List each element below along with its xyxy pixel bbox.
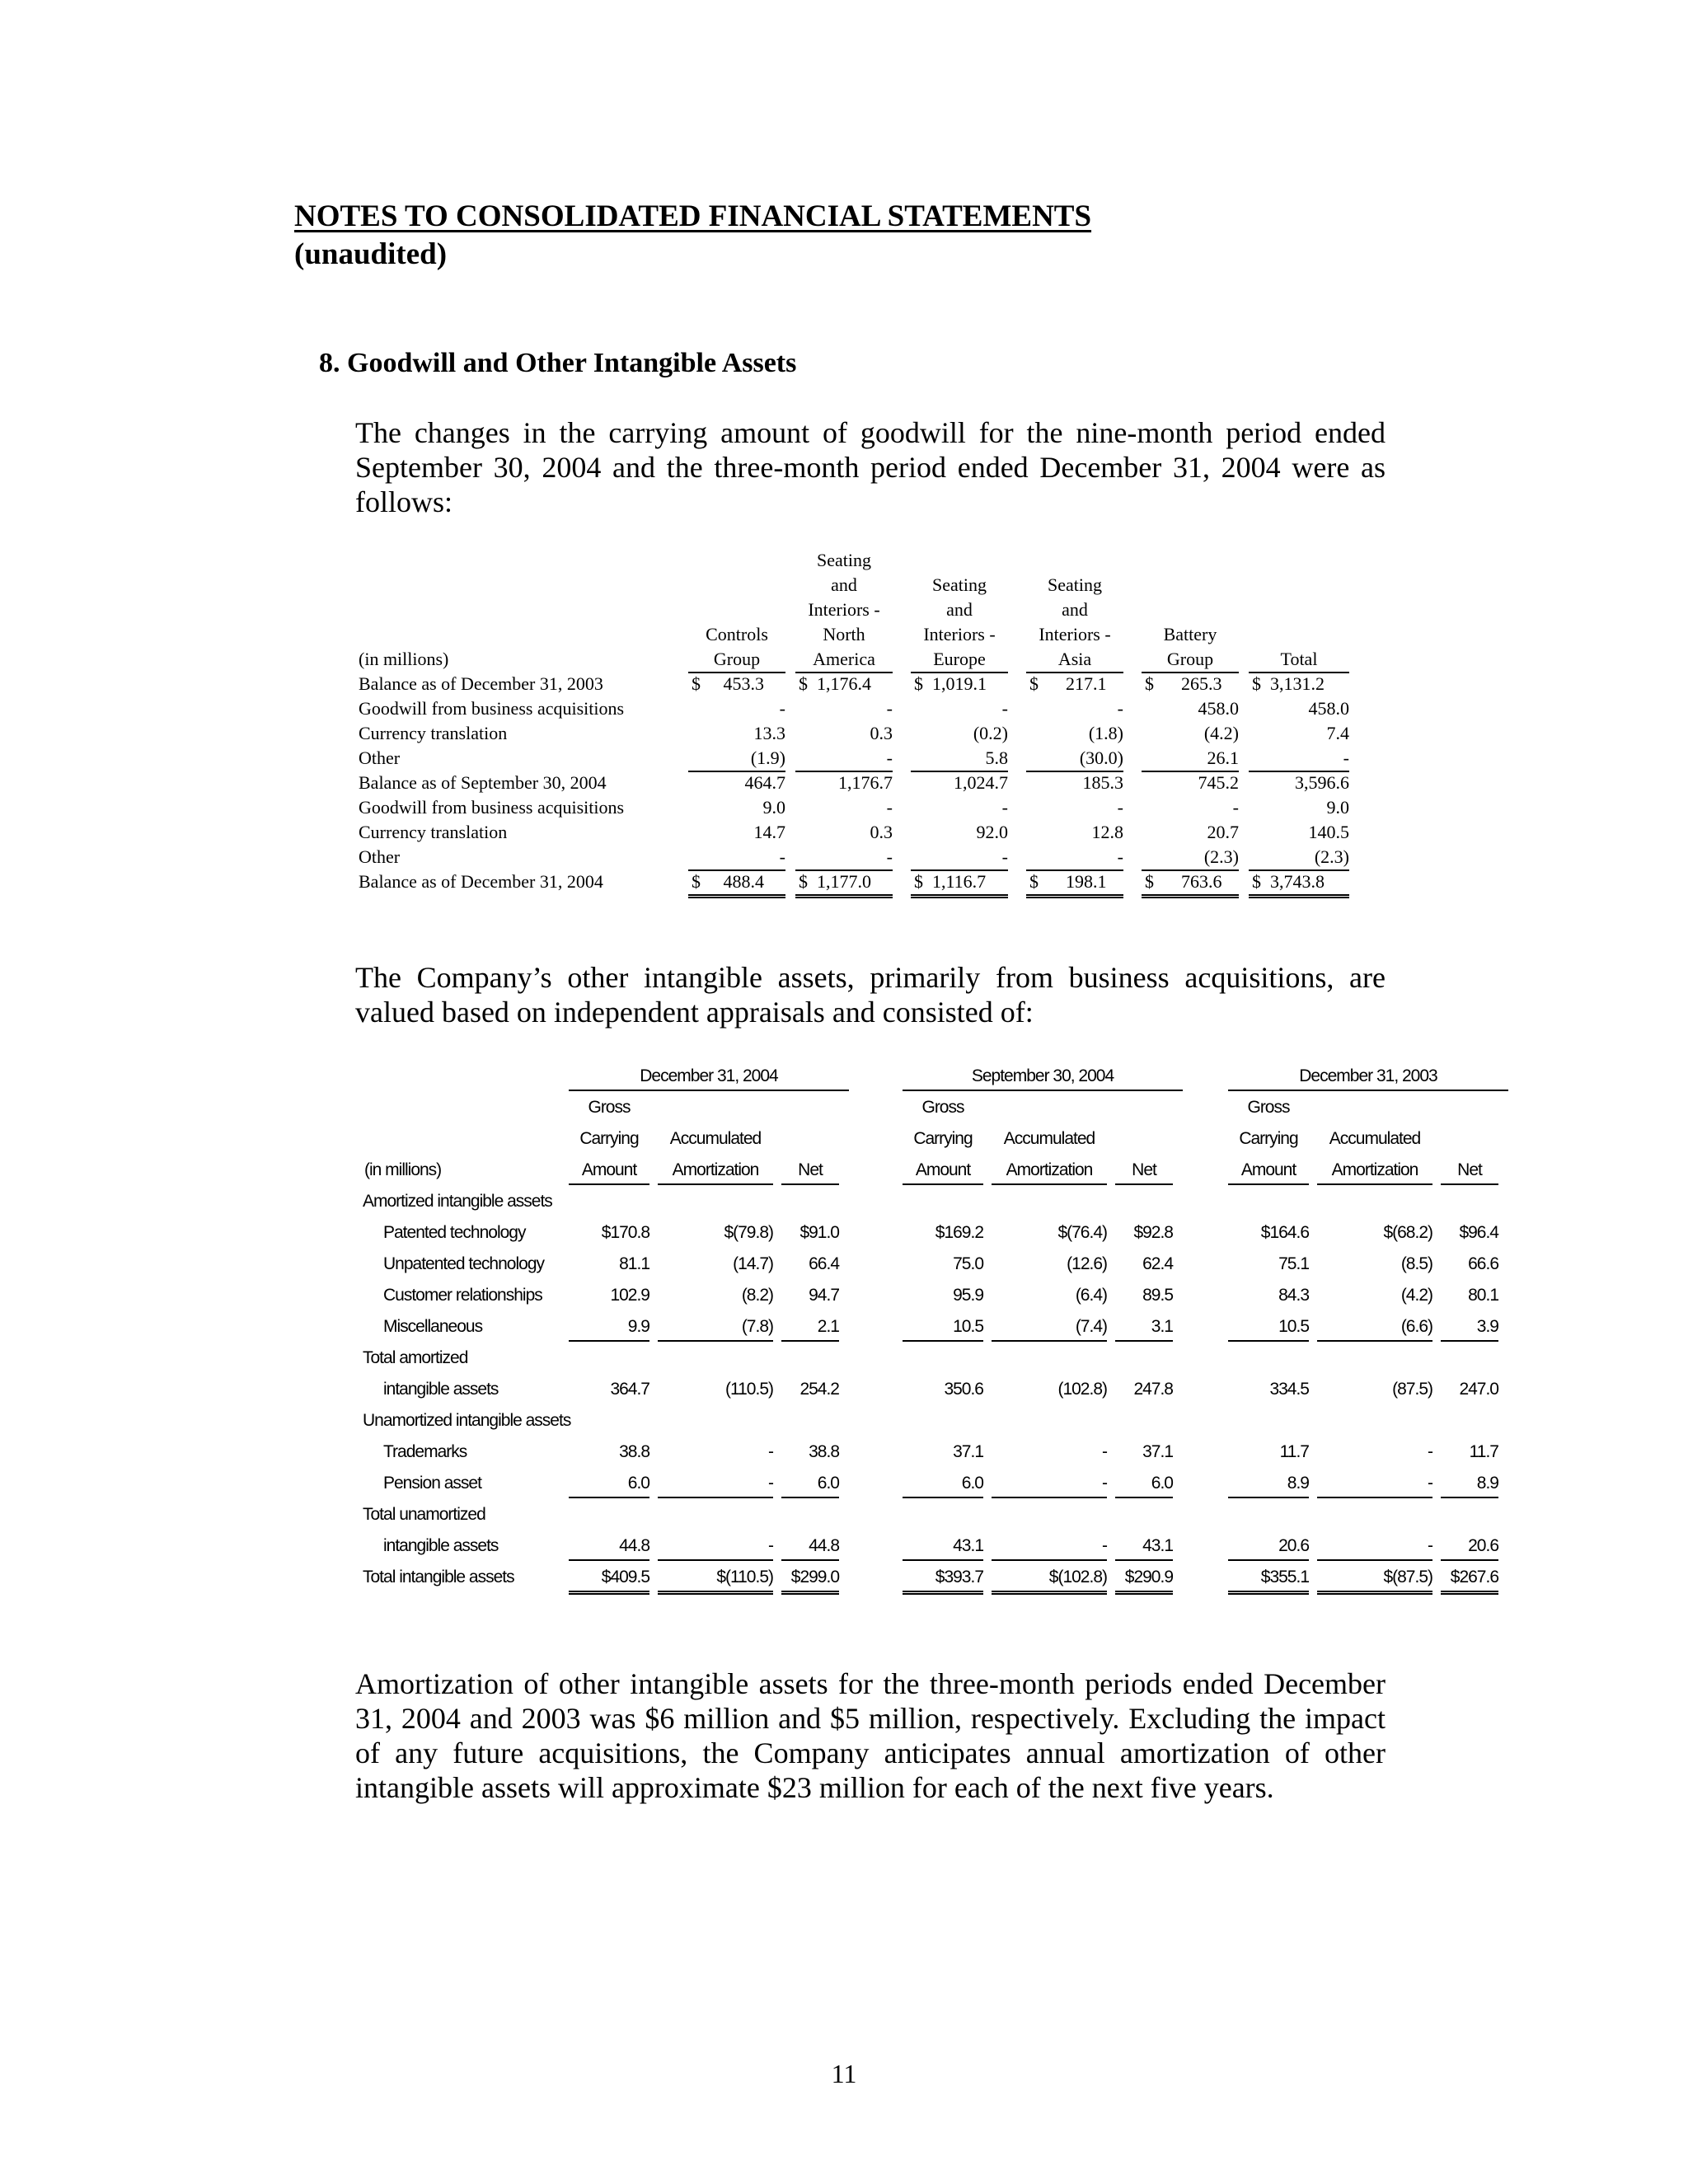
goodwill-cell: (2.3): [1249, 845, 1349, 871]
intangibles-cell: (14.7): [733, 1254, 773, 1273]
intangibles-cell: 6.0: [1115, 1470, 1173, 1498]
intangibles-cell: 9.9: [569, 1314, 649, 1342]
intangibles-cell: -: [1317, 1470, 1432, 1498]
goodwill-col-header: Interiors -: [923, 624, 996, 644]
intangibles-row-label: intangible assets: [383, 1380, 499, 1399]
intangibles-cell: 37.1: [1142, 1442, 1173, 1461]
goodwill-col-header: Total: [1249, 647, 1349, 673]
goodwill-cell: 9.0: [762, 797, 785, 818]
intangibles-cell: 8.9: [1441, 1470, 1498, 1498]
intangibles-cell: $164.6: [1260, 1223, 1309, 1242]
column-subheader: Carrying: [913, 1129, 973, 1148]
goodwill-cell: 13.3: [753, 723, 785, 743]
goodwill-col-header: America: [795, 647, 893, 673]
intangibles-cell: -: [1428, 1442, 1432, 1461]
intangibles-cell: 84.3: [1278, 1286, 1309, 1305]
intangibles-cell: (12.6): [1067, 1254, 1107, 1273]
goodwill-cell: 9.0: [1326, 797, 1349, 818]
intangibles-cell: $299.0: [781, 1564, 839, 1595]
goodwill-col-header: Group: [688, 647, 785, 673]
intangibles-cell: 81.1: [619, 1254, 649, 1273]
goodwill-cell: (4.2): [1203, 723, 1239, 743]
period-header: September 30, 2004: [903, 1063, 1183, 1091]
intangibles-row-label: Total intangible assets: [363, 1568, 514, 1586]
goodwill-cell: 0.3: [870, 723, 893, 743]
intangibles-cell: -: [658, 1533, 773, 1561]
goodwill-intro-paragraph: The changes in the carrying amount of goodwill for the nine-month period ended September 30, 2004 and the three-month period ended December 31, 2004 were as follows:: [355, 416, 1386, 518]
goodwill-cell: $ 1,116.7: [911, 869, 1008, 898]
intangibles-cell: (7.4): [992, 1314, 1107, 1342]
goodwill-cell: (1.9): [688, 746, 785, 772]
goodwill-col-header: and: [831, 574, 857, 595]
goodwill-col-header: and: [1062, 599, 1088, 620]
intangibles-cell: 6.0: [781, 1470, 839, 1498]
goodwill-cell: -: [911, 845, 1008, 871]
intangibles-cell: $(79.8): [724, 1223, 773, 1242]
column-subheader: Gross: [1247, 1098, 1290, 1117]
intangibles-cell: 11.7: [1469, 1442, 1498, 1461]
goodwill-row-label: Balance as of September 30, 2004: [359, 772, 607, 793]
goodwill-cell: $ 265.3: [1145, 673, 1222, 694]
column-subheader: Amortization: [992, 1157, 1107, 1185]
goodwill-cell: -: [795, 746, 893, 772]
intangibles-cell: $(68.2): [1383, 1223, 1432, 1242]
goodwill-cell: 458.0: [1308, 698, 1349, 719]
intangibles-cell: (6.4): [1075, 1286, 1107, 1305]
goodwill-cell: -: [795, 845, 893, 871]
intangibles-cell: -: [658, 1470, 773, 1498]
intangibles-cell: $355.1: [1228, 1564, 1309, 1595]
goodwill-cell: $ 198.1: [1026, 869, 1123, 898]
intangibles-cell: 44.8: [569, 1533, 649, 1561]
intangibles-cell: 2.1: [781, 1314, 839, 1342]
intangibles-row-label: Customer relationships: [383, 1286, 542, 1305]
goodwill-cell: $ 453.3: [692, 673, 764, 694]
intangibles-cell: 44.8: [781, 1533, 839, 1561]
column-subheader: Amortization: [1317, 1157, 1432, 1185]
intangibles-row-label: intangible assets: [383, 1536, 499, 1555]
intangibles-cell: 8.9: [1228, 1470, 1309, 1498]
goodwill-cell: -: [688, 845, 785, 871]
goodwill-col-header: Seating: [817, 550, 871, 570]
goodwill-cell: (30.0): [1026, 746, 1123, 772]
column-subheader: Accumulated: [669, 1129, 762, 1148]
period-header: December 31, 2003: [1228, 1063, 1508, 1091]
goodwill-row-label: Currency translation: [359, 723, 508, 743]
goodwill-cell: 458.0: [1198, 698, 1239, 719]
goodwill-cell: 3,596.6: [1295, 772, 1349, 793]
intangibles-cell: $170.8: [601, 1223, 649, 1242]
intangibles-cell: (7.8): [658, 1314, 773, 1342]
goodwill-cell: 745.2: [1198, 772, 1239, 793]
intangibles-cell: (6.6): [1317, 1314, 1432, 1342]
intangibles-cell: 6.0: [569, 1470, 649, 1498]
goodwill-cell: 20.7: [1207, 822, 1239, 842]
intangibles-cell: -: [992, 1533, 1107, 1561]
column-subheader: Amount: [903, 1157, 983, 1185]
intangibles-cell: 62.4: [1142, 1254, 1173, 1273]
intangibles-cell: 20.6: [1441, 1533, 1498, 1561]
goodwill-unit-label: (in millions): [359, 649, 449, 669]
intangibles-unit-label: (in millions): [364, 1160, 442, 1179]
period-header: December 31, 2004: [569, 1063, 849, 1091]
intangibles-cell: $(110.5): [658, 1564, 773, 1595]
header-title: NOTES TO CONSOLIDATED FINANCIAL STATEMENTS: [294, 199, 1092, 233]
intangibles-cell: 11.7: [1279, 1442, 1309, 1461]
goodwill-cell: $ 488.4: [688, 869, 785, 898]
goodwill-cell: 1,176.7: [838, 772, 893, 793]
goodwill-cell: (0.2): [973, 723, 1008, 743]
intangibles-cell: 38.8: [809, 1442, 839, 1461]
intangibles-row-label: Total unamortized: [363, 1505, 485, 1524]
intangibles-row-label: Unpatented technology: [383, 1254, 544, 1273]
intangibles-cell: 37.1: [953, 1442, 983, 1461]
intangibles-cell: -: [1317, 1533, 1432, 1561]
goodwill-col-header: Europe: [911, 647, 1008, 673]
intangibles-cell: 3.9: [1441, 1314, 1498, 1342]
section-title: 8. Goodwill and Other Intangible Assets: [319, 348, 797, 378]
goodwill-row-label: Balance as of December 31, 2004: [359, 871, 603, 892]
goodwill-cell: -: [886, 698, 893, 719]
goodwill-cell: -: [1001, 698, 1008, 719]
intangibles-cell: 350.6: [944, 1380, 983, 1399]
goodwill-col-header: Seating: [1048, 574, 1102, 595]
goodwill-cell: $ 1,019.1: [914, 673, 987, 694]
intangibles-cell: 43.1: [903, 1533, 983, 1561]
goodwill-cell: 12.8: [1091, 822, 1123, 842]
goodwill-col-header: Interiors -: [1039, 624, 1111, 644]
goodwill-row-label: Currency translation: [359, 822, 508, 842]
intangibles-cell: 80.1: [1468, 1286, 1498, 1305]
goodwill-col-header: and: [946, 599, 973, 620]
intangibles-cell: 95.9: [953, 1286, 983, 1305]
intangibles-cell: 364.7: [610, 1380, 649, 1399]
intangibles-cell: -: [768, 1442, 773, 1461]
intangibles-cell: (102.8): [1057, 1380, 1107, 1399]
column-subheader: Accumulated: [1329, 1129, 1421, 1148]
goodwill-cell: $ 3,743.8: [1249, 869, 1349, 898]
goodwill-col-header: North: [823, 624, 865, 644]
intangibles-intro-paragraph: The Company’s other intangible assets, primarily from business acquisitions, are valued based on independent appraisals and consisted of:: [355, 961, 1386, 1029]
intangibles-row-label: Unamortized intangible assets: [363, 1411, 571, 1430]
goodwill-row-label: Other: [359, 846, 401, 867]
intangibles-cell: 254.2: [799, 1380, 839, 1399]
goodwill-cell: 7.4: [1326, 723, 1349, 743]
goodwill-cell: 140.5: [1308, 822, 1349, 842]
goodwill-cell: $ 217.1: [1029, 673, 1107, 694]
goodwill-cell: $ 1,177.0: [795, 869, 893, 898]
intangibles-cell: 6.0: [903, 1470, 983, 1498]
intangibles-row-label: Pension asset: [383, 1474, 481, 1493]
intangibles-cell: $169.2: [935, 1223, 983, 1242]
intangibles-cell: $92.8: [1133, 1223, 1173, 1242]
goodwill-col-header: Battery: [1163, 624, 1217, 644]
intangibles-cell: (8.2): [741, 1286, 773, 1305]
column-subheader: Net: [781, 1157, 839, 1185]
intangibles-cell: (8.5): [1400, 1254, 1432, 1273]
intangibles-cell: 10.5: [903, 1314, 983, 1342]
goodwill-cell: -: [779, 698, 785, 719]
goodwill-cell: -: [1117, 797, 1123, 818]
intangibles-cell: $267.6: [1441, 1564, 1498, 1595]
intangibles-cell: 94.7: [809, 1286, 839, 1305]
header-subtitle: (unaudited): [294, 237, 448, 271]
intangibles-cell: $(87.5): [1317, 1564, 1432, 1595]
goodwill-col-header: Asia: [1026, 647, 1123, 673]
intangibles-cell: (110.5): [725, 1380, 773, 1399]
goodwill-cell: -: [1232, 797, 1239, 818]
goodwill-col-header: Interiors -: [808, 599, 880, 620]
goodwill-row-label: Other: [359, 748, 401, 768]
intangibles-row-label: Trademarks: [383, 1442, 467, 1461]
goodwill-cell: $ 1,176.4: [799, 673, 871, 694]
goodwill-cell: 464.7: [744, 772, 785, 793]
intangibles-cell: 75.0: [953, 1254, 983, 1273]
intangibles-cell: 66.6: [1468, 1254, 1498, 1273]
intangibles-cell: 247.8: [1133, 1380, 1173, 1399]
goodwill-col-header: Controls: [706, 624, 768, 644]
intangibles-row-label: Total amortized: [363, 1348, 468, 1367]
goodwill-cell: 14.7: [753, 822, 785, 842]
intangibles-cell: $409.5: [569, 1564, 649, 1595]
column-subheader: Net: [1115, 1157, 1173, 1185]
column-subheader: Carrying: [579, 1129, 639, 1148]
column-subheader: Amount: [1228, 1157, 1309, 1185]
intangibles-cell: (87.5): [1392, 1380, 1432, 1399]
intangibles-cell: 10.5: [1228, 1314, 1309, 1342]
intangibles-cell: 66.4: [809, 1254, 839, 1273]
amortization-paragraph: Amortization of other intangible assets for the three-month periods ended December 31, 2004 and 2003 was $6 million and $5 million, respectively. Excluding the impact of any future acquisitions, the Company anticipates annual amortization of other intangible assets will approximate $23 million for each of the next five years.: [355, 1667, 1386, 1804]
intangibles-cell: 38.8: [619, 1442, 649, 1461]
goodwill-row-label: Goodwill from business acquisitions: [359, 698, 625, 719]
goodwill-col-header: Group: [1142, 647, 1239, 673]
intangibles-cell: $290.9: [1115, 1564, 1173, 1595]
page-header: [294, 198, 1091, 274]
intangibles-cell: (4.2): [1400, 1286, 1432, 1305]
intangibles-cell: $91.0: [799, 1223, 839, 1242]
intangibles-row-label: Amortized intangible assets: [363, 1192, 552, 1211]
goodwill-cell: 26.1: [1142, 746, 1239, 772]
intangibles-cell: 334.5: [1269, 1380, 1309, 1399]
column-subheader: Amount: [569, 1157, 649, 1185]
intangibles-cell: 3.1: [1115, 1314, 1173, 1342]
intangibles-cell: 102.9: [610, 1286, 649, 1305]
goodwill-cell: -: [1001, 797, 1008, 818]
column-subheader: Accumulated: [1003, 1129, 1095, 1148]
goodwill-row-label: Goodwill from business acquisitions: [359, 797, 625, 818]
goodwill-cell: 5.8: [911, 746, 1008, 772]
goodwill-cell: (2.3): [1142, 845, 1239, 871]
intangibles-cell: 20.6: [1228, 1533, 1309, 1561]
goodwill-cell: -: [1249, 746, 1349, 772]
column-subheader: Gross: [588, 1098, 631, 1117]
intangibles-cell: 43.1: [1115, 1533, 1173, 1561]
intangibles-cell: $96.4: [1459, 1223, 1498, 1242]
intangibles-row-label: Miscellaneous: [383, 1317, 483, 1336]
column-subheader: Net: [1441, 1157, 1498, 1185]
goodwill-cell: (1.8): [1088, 723, 1123, 743]
intangibles-cell: 75.1: [1278, 1254, 1309, 1273]
goodwill-cell: -: [1026, 845, 1123, 871]
intangibles-cell: -: [1102, 1442, 1107, 1461]
column-subheader: Amortization: [658, 1157, 773, 1185]
intangibles-cell: $393.7: [903, 1564, 983, 1595]
intangibles-cell: $(102.8): [992, 1564, 1107, 1595]
goodwill-cell: $ 3,131.2: [1252, 673, 1325, 694]
column-subheader: Gross: [921, 1098, 964, 1117]
column-subheader: Carrying: [1239, 1129, 1298, 1148]
page-number: 11: [831, 2059, 857, 2088]
goodwill-cell: 185.3: [1082, 772, 1123, 793]
goodwill-cell: -: [1117, 698, 1123, 719]
goodwill-col-header: Seating: [932, 574, 987, 595]
goodwill-cell: $ 763.6: [1142, 869, 1239, 898]
goodwill-row-label: Balance as of December 31, 2003: [359, 673, 603, 694]
intangibles-cell: $(76.4): [1057, 1223, 1107, 1242]
goodwill-cell: 1,024.7: [954, 772, 1008, 793]
goodwill-cell: 0.3: [870, 822, 893, 842]
intangibles-cell: 247.0: [1459, 1380, 1498, 1399]
goodwill-cell: 92.0: [976, 822, 1008, 842]
intangibles-row-label: Patented technology: [383, 1223, 526, 1242]
intangibles-cell: -: [992, 1470, 1107, 1498]
intangibles-cell: 89.5: [1142, 1286, 1173, 1305]
goodwill-cell: -: [886, 797, 893, 818]
